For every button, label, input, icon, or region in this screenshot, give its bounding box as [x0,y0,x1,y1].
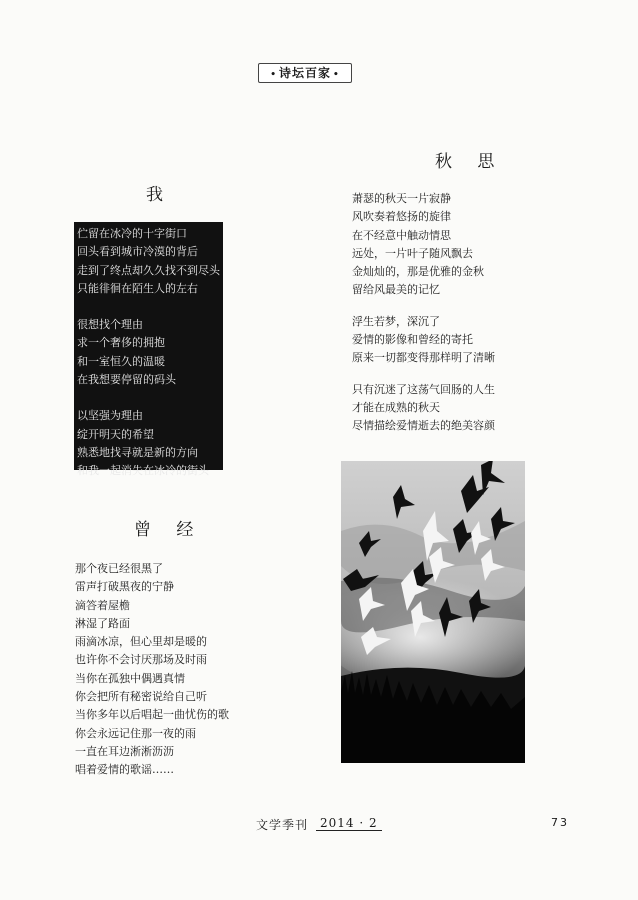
poem-line: 滴答着屋檐 [75,598,130,612]
poem-wo-body [74,225,223,481]
poem-line: 远处，一片叶子随风飘去 [352,246,473,260]
poem-line: 在我想要停留的码头 [77,373,176,387]
poem-line: 风吹奏着悠扬的旋律 [352,210,451,224]
bullet-left: • [270,70,277,80]
section-label [258,63,352,83]
poem-title-wo: 我 [146,185,173,205]
poem-line: 金灿灿的，那是优雅的金秋 [352,265,484,279]
poem-line: 留给风最美的记忆 [352,283,440,297]
poem-line: 和一室恒久的温暖 [77,354,165,368]
poem-line: 雨滴冰凉，但心里却是暖的 [75,635,207,649]
poem-line: 很想找个理由 [77,318,143,332]
poem-line: 才能在成熟的秋天 [352,400,440,414]
poem-line: 爱情的影像和曾经的寄托 [352,333,473,347]
poem-line: 求一个奢侈的拥抱 [77,336,165,350]
poem-line: 雷声打破黑夜的宁静 [75,580,174,594]
poem-line: 浮生若梦，深沉了 [352,314,440,328]
page-number: 73 [551,816,569,829]
issue-number: 2014 · 2 [316,816,382,831]
poem-line: 和我一起消失在冰冷的街头 [77,464,209,478]
bird-photo [341,461,525,763]
poem-line: 绽开明天的希望 [77,427,154,441]
poem-qiusi-body [352,190,495,436]
poem-cengjing-body [75,560,229,780]
poem-line: 一直在耳边淅淅沥沥 [75,744,174,758]
poem-line: 也许你不会讨厌那场及时雨 [75,653,207,667]
section-label-text: 诗坛百家 [278,66,331,80]
poem-line: 以坚强为理由 [77,409,143,423]
magazine-name: 文学季刊 [256,818,309,832]
poem-line: 唱着爱情的歌谣…… [75,763,174,777]
poem-line: 淋湿了路面 [75,616,130,630]
poem-line: 你会永远记住那一夜的雨 [75,726,196,740]
poem-line: 你会把所有秘密说给自己听 [75,690,207,704]
poem-title-cengjing: 曾 经 [134,520,204,540]
poem-line: 那个夜已经很黑了 [75,562,163,575]
poem-line: 原来一切都变得那样明了清晰 [352,351,495,365]
poem-line: 尽情描绘爱情逝去的绝美容颜 [352,419,495,433]
poem-line: 回头看到城市冷漠的背后 [77,245,198,259]
poem-line: 当你在孤独中偶遇真情 [75,671,185,685]
poem-line: 熟悉地找寻就是新的方向 [77,445,198,459]
poem-line: 在不经意中触动情思 [352,228,451,242]
bullet-right: • [333,70,340,80]
poem-line: 伫留在冰冷的十字街口 [77,227,187,240]
poem-line: 走到了终点却久久找不到尽头 [77,263,220,277]
poem-line: 只能徘徊在陌生人的左右 [77,281,198,295]
poem-title-qiusi: 秋 思 [435,152,505,172]
poem-wo-block [74,222,223,478]
poem-line: 只有沉迷了这荡气回肠的人生 [352,382,495,396]
poem-line: 当你多年以后唱起一曲忧伤的歌 [75,708,229,722]
poem-line: 萧瑟的秋天一片寂静 [352,192,451,205]
